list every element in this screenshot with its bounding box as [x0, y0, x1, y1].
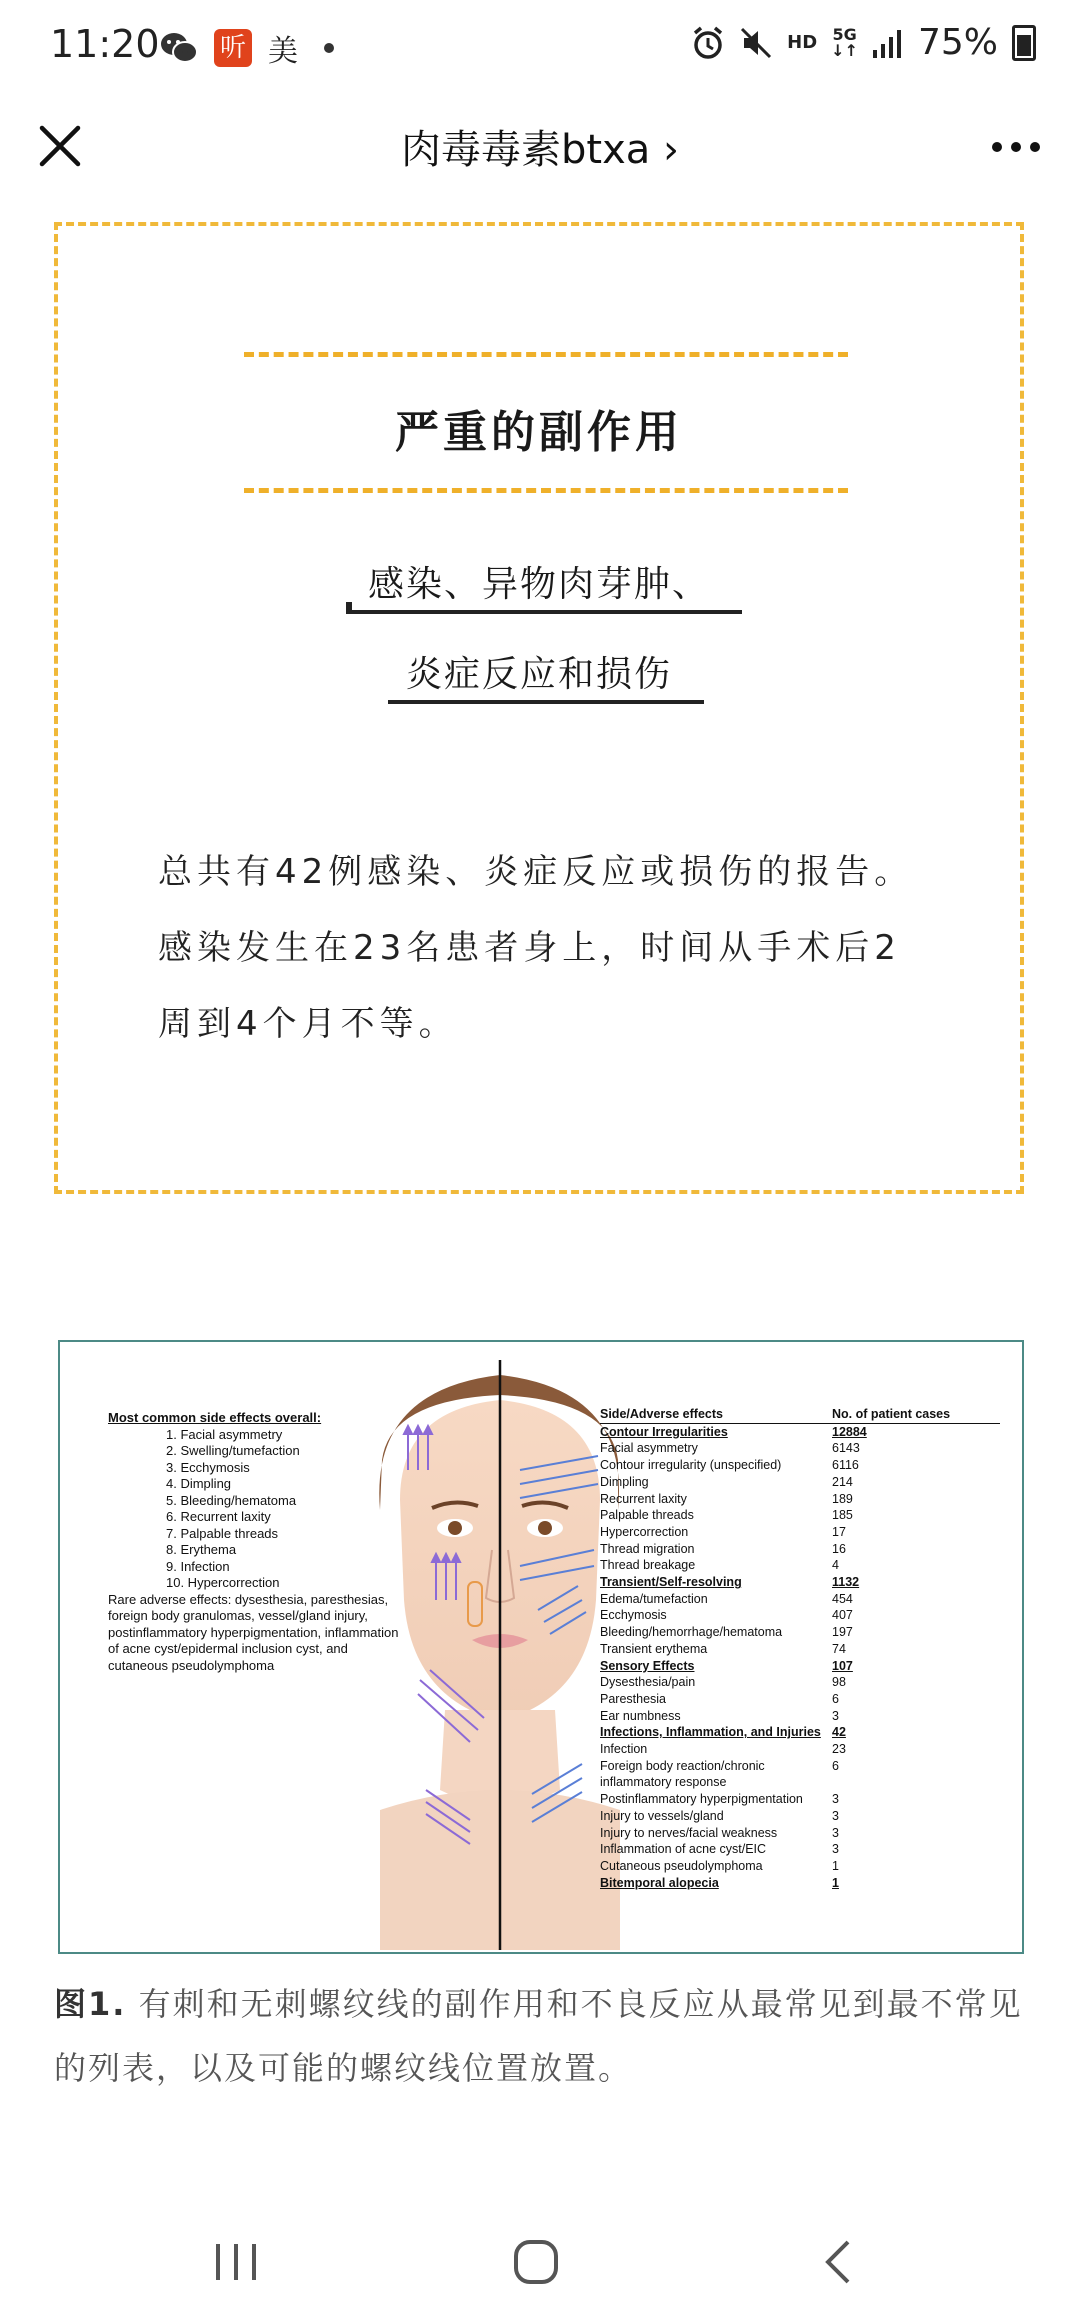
battery-percent: 75%: [917, 22, 998, 63]
case-count: 42: [832, 1725, 846, 1740]
case-count: 1132: [832, 1575, 860, 1590]
more-menu-button[interactable]: [992, 132, 1048, 162]
effect-name: Facial asymmetry: [600, 1441, 698, 1456]
bottom-dashed-divider: [244, 488, 848, 493]
list-item: 1. Facial asymmetry: [166, 1426, 283, 1442]
effect-name: Ecchymosis: [600, 1608, 667, 1623]
list-item: 10. Hypercorrection: [166, 1575, 280, 1590]
table-row: [600, 1641, 1000, 1658]
status-right: [691, 22, 1036, 63]
mei-app-icon: 美: [268, 34, 298, 69]
card-title: 严重的副作用: [395, 407, 683, 458]
table-header: [600, 1406, 1000, 1424]
table-row: [600, 1457, 1000, 1474]
table-row: [600, 1557, 1000, 1574]
case-count: 189: [832, 1491, 853, 1506]
column-header: Side/Adverse effects: [600, 1407, 723, 1421]
list-item: 8. Erythema: [166, 1542, 237, 1557]
effect-name: Palpable threads: [600, 1508, 694, 1523]
case-count: 107: [832, 1658, 853, 1673]
effect-name: Foreign body reaction/chronic inflammatory response: [600, 1758, 765, 1790]
effect-name: Cutaneous pseudolymphoma: [600, 1858, 763, 1873]
case-count: 98: [832, 1675, 846, 1690]
home-button[interactable]: [496, 2232, 576, 2292]
top-dashed-divider: [244, 352, 848, 357]
table-row: [600, 1808, 1000, 1825]
article-source-link[interactable]: [0, 118, 1080, 175]
case-count: 23: [832, 1742, 846, 1757]
case-count: 3: [832, 1825, 839, 1840]
card-paragraph: 总共有42例感染、炎症反应或损伤的报告。感染发生在23名患者身上，时间从手术后2周到4个月不等。: [158, 852, 914, 1044]
case-count: 3: [832, 1792, 839, 1807]
case-count: 12884: [832, 1424, 867, 1439]
more-dot-icon: [992, 142, 1002, 152]
list-item: 9. Infection: [166, 1558, 230, 1574]
effect-name: Sensory Effects: [600, 1658, 695, 1673]
highlight-card: [54, 222, 1024, 1194]
ting-app-icon: 听: [214, 29, 252, 67]
table-row: [600, 1591, 1000, 1608]
nav-bar: [0, 96, 1080, 196]
table-row: [600, 1691, 1000, 1708]
table-row: [600, 1708, 1000, 1725]
more-dot-icon: [1030, 142, 1040, 152]
case-count: 6116: [832, 1458, 859, 1473]
hd-indicator: HD: [787, 32, 818, 53]
case-count: 16: [832, 1541, 846, 1556]
status-bar: [0, 0, 1080, 96]
back-button[interactable]: [800, 2232, 880, 2292]
table-row: [600, 1541, 1000, 1558]
table-row: [600, 1574, 1000, 1591]
table-row: [600, 1624, 1000, 1641]
table-row: [600, 1474, 1000, 1491]
table-row: [600, 1791, 1000, 1808]
alarm-icon: [691, 26, 725, 60]
effect-name: Injury to nerves/facial weakness: [600, 1825, 778, 1840]
table-row: [600, 1724, 1000, 1741]
effect-name: Dysesthesia/pain: [600, 1675, 696, 1690]
table-row: [600, 1841, 1000, 1858]
case-count: 17: [832, 1524, 846, 1539]
more-notifications-dot: [324, 43, 334, 53]
face-illustration: [360, 1350, 640, 1950]
effect-name: Bleeding/hemorrhage/hematoma: [600, 1625, 783, 1640]
effect-name: Hypercorrection: [600, 1524, 689, 1539]
effect-name: Injury to vessels/gland: [600, 1808, 724, 1823]
table-row: [600, 1658, 1000, 1675]
list-item: 7. Palpable threads: [166, 1525, 279, 1541]
effect-name: Transient/Self-resolving: [600, 1575, 742, 1590]
notification-icons: [160, 26, 334, 70]
table-row: [600, 1491, 1000, 1508]
table-row: [600, 1524, 1000, 1541]
effect-name: Transient erythema: [600, 1641, 708, 1656]
effect-name: Infection: [600, 1742, 648, 1757]
case-count: 3: [832, 1842, 839, 1857]
case-count: 3: [832, 1808, 839, 1823]
subtitle-underline: [388, 700, 704, 704]
list-item: 6. Recurrent laxity: [166, 1509, 271, 1524]
case-count: 214: [832, 1474, 853, 1489]
column-header: No. of patient cases: [832, 1407, 951, 1421]
list-item: 3. Ecchymosis: [166, 1459, 250, 1475]
list-item: 5. Bleeding/hematoma: [166, 1492, 297, 1508]
effect-name: Infections, Inflammation, and Injuries: [600, 1725, 821, 1740]
table-row: [600, 1674, 1000, 1691]
effect-name: Inflammation of acne cyst/EIC: [600, 1842, 767, 1857]
effect-name: Thread migration: [600, 1541, 695, 1556]
effect-name: Ear numbness: [600, 1708, 681, 1723]
case-count: 185: [832, 1508, 853, 1523]
effect-name: Recurrent laxity: [600, 1491, 687, 1506]
effect-name: Edema/tumefaction: [600, 1591, 708, 1606]
table-row: [600, 1607, 1000, 1624]
effect-name: Thread breakage: [600, 1558, 696, 1573]
status-time: 11:20: [50, 22, 160, 66]
table-row: [600, 1875, 1000, 1892]
network-5g-icon: 5G ↓↑: [831, 24, 858, 60]
effect-name: Dimpling: [600, 1474, 649, 1489]
case-count: 6143: [832, 1441, 860, 1456]
table-row: [600, 1507, 1000, 1524]
case-count: 1: [832, 1858, 839, 1873]
recent-apps-button[interactable]: [196, 2232, 276, 2292]
adverse-effects-table: [600, 1406, 1000, 1891]
case-count: 6: [832, 1691, 839, 1706]
subtitle-underline: [346, 610, 742, 614]
signal-icon: [872, 28, 904, 58]
table-row: [600, 1741, 1000, 1758]
table-row: [600, 1424, 1000, 1441]
list-item: 2. Swelling/tumefaction: [166, 1443, 300, 1458]
effect-name: Postinflammatory hyperpigmentation: [600, 1792, 803, 1807]
case-count: 3: [832, 1708, 839, 1723]
list-heading: Most common side effects overall:: [108, 1410, 322, 1425]
battery-icon: [1012, 25, 1036, 61]
list-item: 4. Dimpling: [166, 1476, 232, 1491]
effect-name: Contour Irregularities: [600, 1424, 728, 1439]
effect-name: Paresthesia: [600, 1691, 667, 1706]
case-count: 1: [832, 1875, 839, 1890]
card-subtitle-line2: 炎症反应和损伤: [405, 654, 672, 695]
table-row: [600, 1825, 1000, 1842]
case-count: 6: [832, 1758, 839, 1773]
case-count: 74: [832, 1641, 846, 1656]
wechat-icon: [160, 31, 198, 65]
card-subtitle-line1: 感染、异物肉芽肿、: [367, 564, 710, 605]
figure-image[interactable]: [58, 1340, 1024, 1954]
rare-effects-text: Rare adverse effects: dysesthesia, paresthesias, foreign body granulomas, vessel/gland injury, postinflammatory hyperpigmentation, inflammation of acne cyst/epidermal inclusion cyst, and cutaneous pseudolymphoma: [108, 1591, 399, 1673]
case-count: 197: [832, 1625, 853, 1640]
mute-icon: [739, 26, 773, 60]
table-row: [600, 1858, 1000, 1875]
case-count: 4: [832, 1558, 839, 1573]
effect-name: Bitemporal alopecia: [600, 1875, 719, 1890]
case-count: 407: [832, 1608, 853, 1623]
caption-text: 有刺和无刺螺纹线的副作用和不良反应从最常见到最不常见的列表，以及可能的螺纹线位置放置。: [54, 1985, 1023, 2087]
nav-title: 肉毒毒素btxa: [401, 127, 651, 173]
more-dot-icon: [1011, 142, 1021, 152]
chevron-right-icon: ›: [662, 127, 679, 173]
table-row: [600, 1758, 1000, 1791]
system-nav-bar: [0, 2212, 1080, 2316]
caption-label: 图1.: [54, 1985, 127, 2023]
case-count: 454: [832, 1591, 853, 1606]
figure-caption: [54, 1972, 1024, 2100]
table-row: [600, 1440, 1000, 1457]
effect-name: Contour irregularity (unspecified): [600, 1458, 782, 1473]
